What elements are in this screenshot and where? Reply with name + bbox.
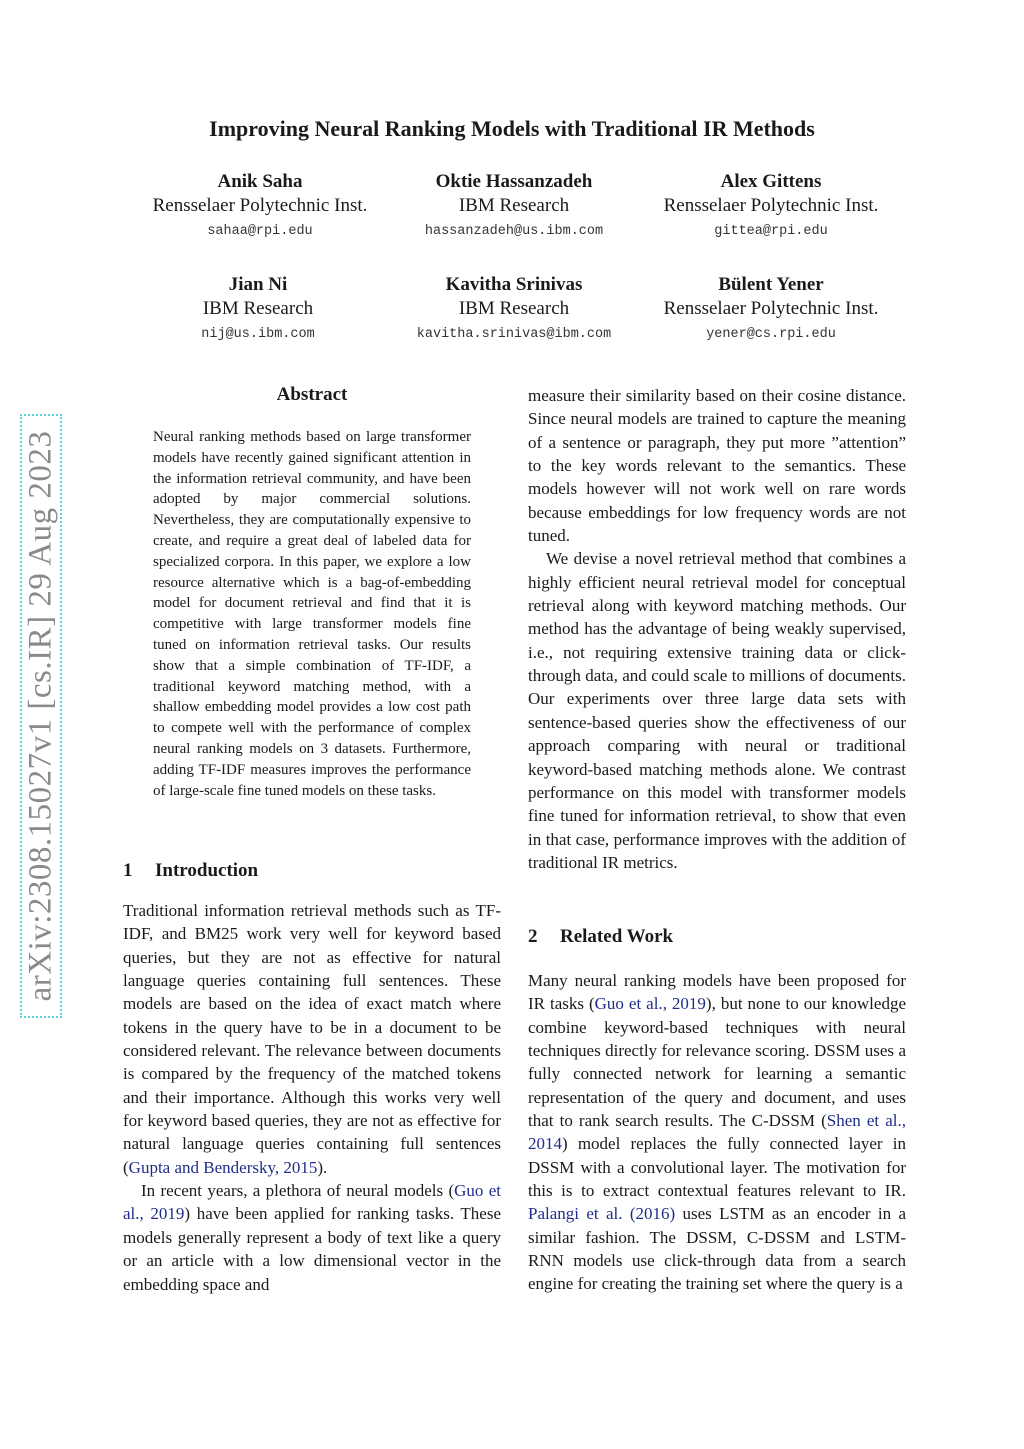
author-affiliation: Rensselaer Polytechnic Inst. xyxy=(663,298,879,319)
citation-link[interactable]: Guo et al., 2019 xyxy=(123,1181,502,1224)
author-email: sahaa@rpi.edu xyxy=(207,224,313,239)
author-name: Jian Ni xyxy=(228,274,288,295)
citation-link[interactable]: Palangi et al. (2016) xyxy=(528,1204,676,1224)
author-affiliation: Rensselaer Polytechnic Inst. xyxy=(663,195,879,216)
section-title: Related Work xyxy=(560,926,674,947)
section-title: Introduction xyxy=(155,860,259,881)
related-work-text xyxy=(528,969,906,1296)
author-block xyxy=(108,273,408,344)
section-heading-related-work xyxy=(528,926,673,948)
left-column-text xyxy=(123,899,501,1296)
author-email: hassanzadeh@us.ibm.com xyxy=(424,224,604,239)
abstract-heading: Abstract xyxy=(276,384,348,405)
author-email: kavitha.srinivas@ibm.com xyxy=(416,327,612,342)
author-name: Alex Gittens xyxy=(720,171,822,192)
intro-paragraph-1: Traditional information retrieval methods such as TF-IDF, and BM25 work very well for keyword based queries, but they are not as effective for natural language queries containing full sentences. These models are based on the idea of exact match where tokens in the query have to be in a document to be considered relevant. The relevance between documents is compared by the frequency of the matched tokens and their importance. Although this works very well for keyword based queries, they are not as effective for natural language queries containing full sentences (Gupta and Bendersky, 2015). xyxy=(123,901,501,1177)
citation-link[interactable]: Guo et al., 2019 xyxy=(594,994,706,1014)
author-affiliation: IBM Research xyxy=(458,195,570,216)
author-email: gittea@rpi.edu xyxy=(714,224,828,239)
intro-paragraph-3: We devise a novel retrieval method that combines a highly efficient neural retrieval model for conceptual retrieval along with keyword matching methods. Our method has the advantage of being weakly supervised, i.e., not requiring extensive training data or click-through data, and could scale to millions of documents. Our experiments over three large data sets with sentence-based queries show the effectiveness of our approach comparing with neural or traditional keyword-based matching methods alone. We contrast performance on this model with transformer models fine tuned for information retrieval, to show that even in that case, performance improves with the addition of traditional IR metrics. xyxy=(528,549,906,872)
paper-title: Improving Neural Ranking Models with Traditional IR Methods xyxy=(209,116,815,141)
author-block xyxy=(621,273,921,344)
citation-link[interactable]: Gupta and Bendersky, 2015 xyxy=(128,1157,318,1177)
section-number: 2 xyxy=(528,926,538,947)
related-work-paragraph: Many neural ranking models have been proposed for IR tasks (Guo et al., 2019), but none to our knowledge combine keyword-based techniques with neural techniques directly for relevance scoring. DSSM uses a fully connected network for learning a semantic representation of the query and document, and uses that to rank search results. The C-DSSM (Shen et al., 2014) model replaces the fully connected layer in DSSM with a convolutional layer. The motivation for this is to extract contextual features relevant to IR. Palangi et al. (2016) uses LSTM as an encoder in a similar fashion. The DSSM, C-DSSM and LSTM-RNN models use click-through data from a search engine for creating the training set where the query is a xyxy=(528,971,907,1294)
author-name: Anik Saha xyxy=(217,171,303,192)
abstract-text: Neural ranking methods based on large transformer models have recently gained significant attention in the information retrieval community, and have been adopted by major commercial solutions. Nevertheless, they are computationally expensive to create, and require a great deal of labeled data for specialized corpora. In this paper, we explore a low resource alternative which is a bag-of-embedding model for document retrieval and find that it is competitive with large transformer models fine tuned on information retrieval tasks. Our results show that a simple combination of TF-IDF, a traditional keyword matching method, with a shallow embedding model provides a low cost path to compete well with the performance of complex neural ranking models on 3 datasets. Furthermore, adding TF-IDF measures improves the performance of large-scale fine tuned models on these tasks. xyxy=(153,429,471,799)
author-block xyxy=(364,170,664,241)
intro-paragraph-2: In recent years, a plethora of neural models (Guo et al., 2019) have been applied for ranking tasks. These models generally represent a body of text like a query or an article with a low dimensional vector in the embedding space and xyxy=(123,1181,502,1294)
section-heading-introduction xyxy=(123,860,258,882)
author-name: Bülent Yener xyxy=(718,274,824,295)
author-block xyxy=(364,273,664,344)
author-email: yener@cs.rpi.edu xyxy=(706,327,836,342)
author-name: Oktie Hassanzadeh xyxy=(435,171,593,192)
arxiv-stamp: arXiv:2308.15027v1 [cs.IR] 29 Aug 2023 xyxy=(22,430,59,1002)
author-affiliation: Rensselaer Polytechnic Inst. xyxy=(152,195,368,216)
section-number: 1 xyxy=(123,860,133,881)
citation-link[interactable]: Shen et al., 2014 xyxy=(528,1111,906,1154)
intro-paragraph-2-continued: measure their similarity based on their cosine distance. Since neural models are trained to capture the meaning of a sentence or paragraph, they put more ”attention” to the key words relevant to the semantics. These models however will not work well on rare words because embeddings for low frequency words are not tuned. xyxy=(528,386,906,546)
author-block xyxy=(621,170,921,241)
right-column-intro xyxy=(528,384,906,874)
author-email: nij@us.ibm.com xyxy=(201,327,315,342)
author-affiliation: IBM Research xyxy=(202,298,314,319)
author-name: Kavitha Srinivas xyxy=(445,274,583,295)
author-affiliation: IBM Research xyxy=(458,298,570,319)
